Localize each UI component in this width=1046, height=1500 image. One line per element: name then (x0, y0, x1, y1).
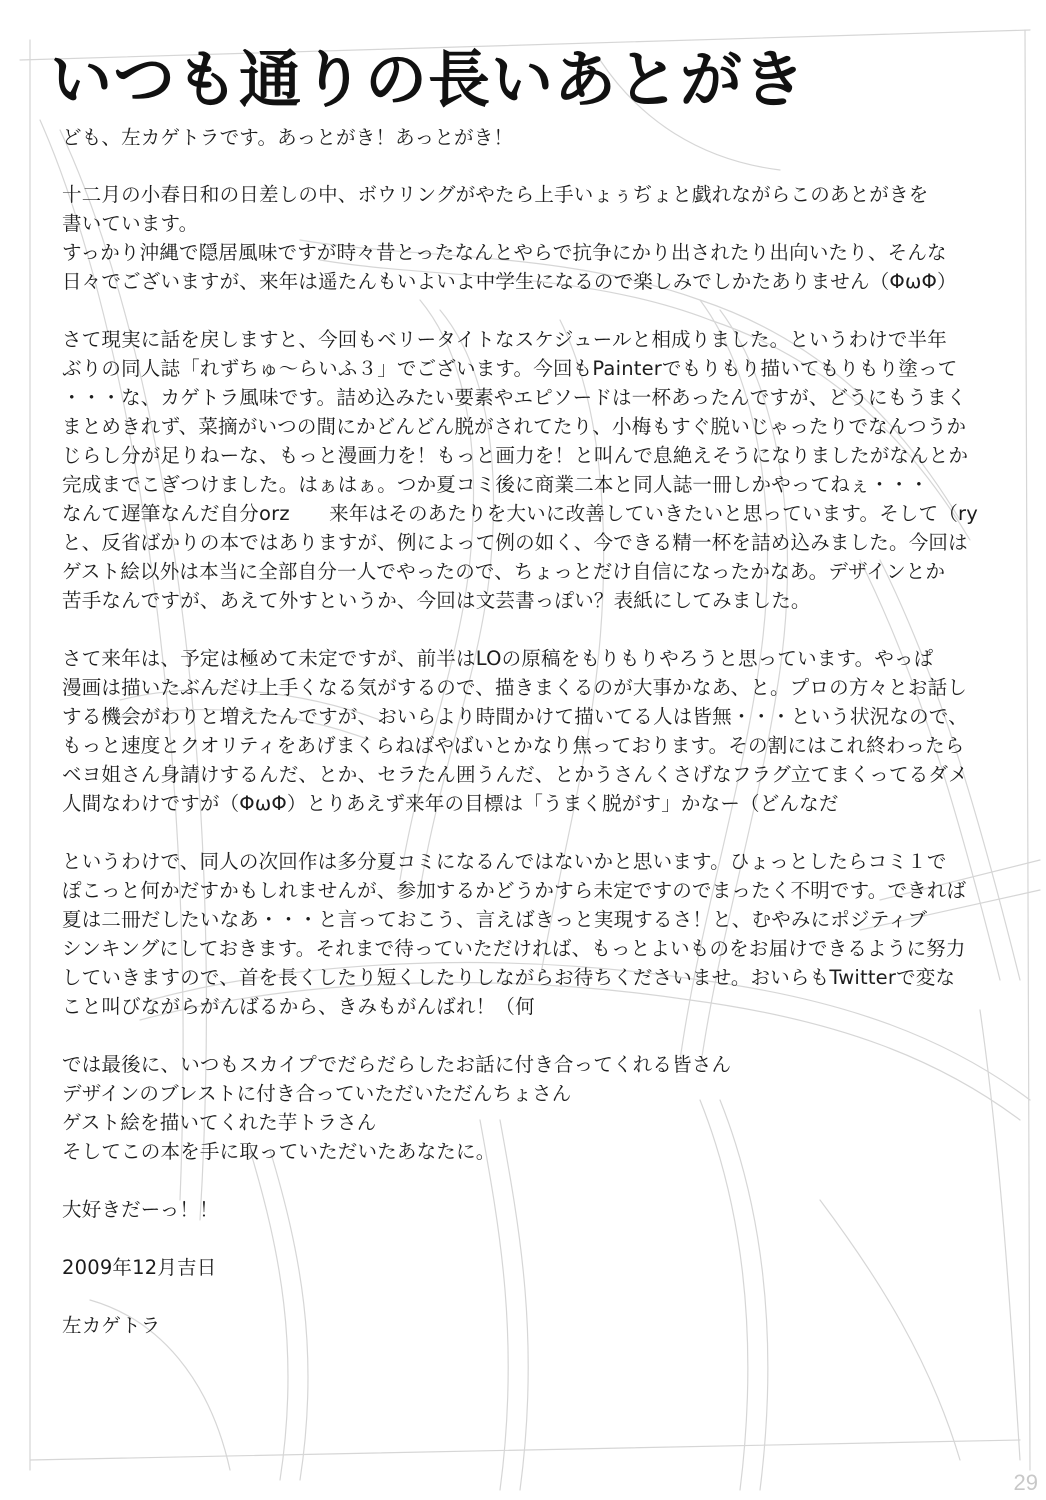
text-line: 漫画は描いたぶんだけ上手くなる気がするので、描きまくるのが大事かなあ、と。プロの方々とお話し (62, 676, 968, 699)
text-line: 完成までこぎつけました。はぁはぁ。つか夏コミ後に商業二本と同人誌一冊しかやってねぇ・・・ (62, 473, 929, 496)
author-signature: 左カゲトラ (62, 1314, 161, 1337)
text-line: 書いています。 (62, 212, 199, 235)
text-line: すっかり沖縄で隠居風味ですが時々昔とったなんとやらで抗争にかり出されたり出向いたり、そんな (62, 241, 947, 264)
text-line: シンキングにしておきます。それまで待っていただければ、もっとよいものをお届けできるように努力 (62, 937, 966, 960)
page-title: いつも通りの長いあとがき (50, 43, 807, 116)
text-line: する機会がわりと増えたんですが、おいらより時間かけて描いてる人は皆無・・・という状況なので、 (62, 705, 968, 728)
text-line: というわけで、同人の次回作は多分夏コミになるんではないかと思います。ひょっとしたらコミ１で (62, 850, 947, 873)
text-line: ベヨ姐さん身請けするんだ、とか、セラたん囲うんだ、とかうさんくさげなフラグ立てまくってるダメ (62, 763, 968, 786)
text-line: デザインのブレストに付き合っていただいただんちょさん (62, 1082, 572, 1105)
text-line: そしてこの本を手に取っていただいたあなたに。 (62, 1140, 496, 1163)
text-line: 日々でございますが、来年は遥たんもいよいよ中学生になるので楽しみでしかたありません（ΦωΦ） (62, 270, 957, 293)
text-line: 人間なわけですが（ΦωΦ）とりあえず来年の目標は「うまく脱がす」かなー（どんなだ (62, 792, 839, 815)
text-line: ゲスト絵を描いてくれた芋トラさん (62, 1111, 377, 1134)
text-line: していきますので、首を長くしたり短くしたりしながらお待ちくださいませ。おいらもTwitterで変な (62, 966, 956, 989)
text-line: もっと速度とクオリティをあげまくらねばやばいとかなり焦っております。その割にはこれ終わったら (62, 734, 965, 757)
text-line: ・・・な、カゲトラ風味です。詰め込みたい要素やエピソードは一杯あったんですが、どうにもうまく (62, 386, 967, 409)
text-line: こと叫びながらがんばるから、きみもがんばれ！（何 (62, 995, 535, 1018)
text-line: さて来年は、予定は極めて未定ですが、前半はLOの原稿をもりもりやろうと思っています。やっぱ (62, 647, 934, 670)
text-line: まとめきれず、菜摘がいつの間にかどんどん脱がされてたり、小梅もすぐ脱いじゃったりでなんつうか (62, 415, 967, 438)
text-line: 十二月の小春日和の日差しの中、ボウリングがやたら上手いょぅぢょと戯れながらこのあとがきを (62, 183, 929, 206)
text-line: ぶりの同人誌「れずちゅ～らいふ３」でございます。今回もPainterでもりもり描いてもりもり塗って (62, 357, 958, 380)
text-line: と、反省ばかりの本ではありますが、例によって例の如く、今できる精一杯を詰め込みました。今回は (62, 531, 968, 554)
text-line: なんて遅筆なんだ自分orz 来年はそのあたりを大いに改善していきたいと思っています。そして（ry (62, 502, 978, 525)
text-line: では最後に、いつもスカイプでだらだらしたお話に付き合ってくれる皆さん (62, 1053, 732, 1076)
text-line: ぽこっと何かだすかもしれませんが、参加するかどうかすら未定ですのでまったく不明です。できれば (62, 879, 967, 902)
text-line: 夏は二冊だしたいなあ・・・と言っておこう、言えばきっと実現するさ！と、むやみにポジティブ (62, 908, 928, 931)
text-line: 大好きだーっ！！ (62, 1198, 219, 1221)
text-line: さて現実に話を戻しますと、今回もベリータイトなスケジュールと相成りました。というわけで半年 (62, 328, 947, 351)
page-number: 29 (1013, 1470, 1038, 1495)
text-line: 苦手なんですが、あえて外すというか、今回は文芸書っぽい？表紙にしてみました。 (62, 589, 811, 612)
text-line: ども、左カゲトラです。あっとがき！あっとがき！ (62, 126, 514, 149)
text-line: じらし分が足りねーな、もっと漫画力を！もっと画力を！と叫んで息絶えそうになりましたがなんとか (62, 444, 969, 467)
date-line: 2009年12月吉日 (62, 1256, 217, 1279)
text-line: ゲスト絵以外は本当に全部自分一人でやったので、ちょっとだけ自信になったかなあ。デザインとか (62, 560, 946, 583)
